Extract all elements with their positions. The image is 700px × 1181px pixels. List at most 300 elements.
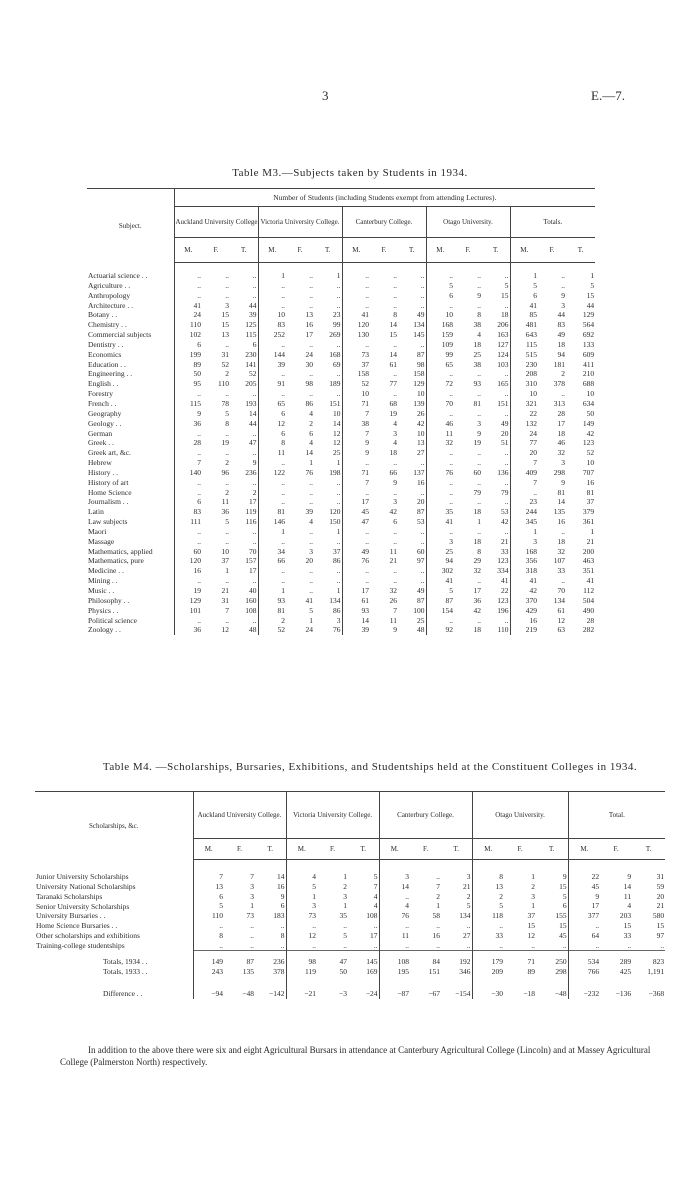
count-cell: 81 bbox=[586, 487, 595, 497]
count-cell: 14 bbox=[389, 320, 397, 330]
count-cell: 8 bbox=[477, 546, 481, 556]
count-cell: 9 bbox=[252, 458, 257, 468]
count-cell: 6 bbox=[252, 339, 257, 349]
table-row bbox=[35, 911, 665, 921]
count-cell: .. bbox=[504, 408, 509, 418]
table-row bbox=[87, 320, 595, 330]
count-cell: .. bbox=[477, 526, 481, 536]
count-cell: .. bbox=[426, 389, 454, 399]
count-cell: 28 bbox=[557, 408, 565, 418]
count-cell: 5 bbox=[193, 901, 224, 911]
count-cell: 169 bbox=[366, 967, 378, 977]
count-cell: 9 bbox=[174, 409, 202, 419]
table-row bbox=[87, 606, 595, 616]
count-cell: .. bbox=[225, 448, 229, 458]
count-cell: .. bbox=[426, 616, 454, 626]
count-cell: 3 bbox=[336, 615, 341, 625]
count-cell: .. bbox=[466, 940, 471, 950]
count-cell: 37 bbox=[586, 497, 595, 507]
count-cell: .. bbox=[343, 940, 348, 950]
count-cell: .. bbox=[420, 487, 425, 497]
table-row bbox=[87, 625, 595, 635]
count-cell: .. bbox=[309, 497, 313, 507]
count-cell: .. bbox=[660, 940, 665, 950]
count-cell: 49 bbox=[501, 418, 509, 428]
count-cell: 14 bbox=[277, 872, 285, 881]
count-cell: 81 bbox=[258, 606, 286, 616]
count-cell: 134 bbox=[413, 320, 425, 330]
count-cell: 44 bbox=[586, 300, 595, 310]
count-cell: 17 bbox=[568, 901, 600, 911]
count-cell: 1 bbox=[343, 901, 348, 911]
count-cell: 12 bbox=[258, 419, 286, 429]
count-cell: 4 bbox=[373, 901, 378, 911]
count-cell: 10 bbox=[510, 389, 538, 399]
count-cell: 130 bbox=[342, 330, 370, 340]
count-cell: −3 bbox=[339, 988, 348, 998]
count-cell: .. bbox=[252, 615, 257, 625]
table-row bbox=[35, 931, 665, 941]
count-cell: 289 bbox=[600, 951, 632, 967]
count-cell: 42 bbox=[586, 428, 595, 438]
count-cell: −48 bbox=[554, 988, 567, 998]
count-cell: 3 bbox=[379, 860, 410, 882]
count-cell: 1 bbox=[336, 526, 341, 536]
count-cell: 1 bbox=[258, 263, 286, 281]
count-cell: 41 bbox=[426, 517, 454, 527]
count-cell: .. bbox=[252, 526, 257, 536]
count-cell: −48 bbox=[242, 988, 254, 998]
count-cell: .. bbox=[252, 271, 257, 280]
count-cell: .. bbox=[561, 280, 565, 290]
count-cell: 73 bbox=[246, 911, 254, 921]
count-cell: 32 bbox=[473, 566, 481, 576]
count-cell: 61 bbox=[557, 605, 565, 615]
count-cell: 16 bbox=[277, 881, 285, 891]
count-cell: 24 bbox=[510, 429, 538, 439]
count-cell: 7 bbox=[225, 605, 229, 615]
count-cell: 17 bbox=[557, 418, 565, 428]
count-cell: 11 bbox=[221, 497, 229, 507]
count-cell: 132 bbox=[510, 419, 538, 429]
count-cell: 490 bbox=[582, 605, 595, 615]
count-cell: 3 bbox=[225, 300, 229, 310]
count-cell: .. bbox=[393, 300, 397, 310]
count-cell: 83 bbox=[557, 320, 565, 330]
count-cell: 269 bbox=[329, 330, 341, 340]
count-cell: 42 bbox=[510, 586, 538, 596]
count-cell: 250 bbox=[536, 951, 568, 967]
count-cell: 70 bbox=[557, 586, 565, 595]
count-cell: 282 bbox=[582, 625, 595, 635]
sex-column-header: F. bbox=[317, 839, 348, 860]
count-cell: 16 bbox=[432, 930, 441, 940]
count-cell: 73 bbox=[342, 350, 370, 360]
count-cell: 46 bbox=[557, 438, 565, 448]
count-cell: 16 bbox=[510, 616, 538, 626]
count-cell: 47 bbox=[342, 517, 370, 527]
count-cell: .. bbox=[426, 263, 454, 281]
count-cell: .. bbox=[193, 941, 224, 951]
count-cell: 6 bbox=[426, 291, 454, 301]
count-cell: 7 bbox=[174, 458, 202, 468]
count-cell: 11 bbox=[389, 615, 397, 625]
count-cell: 115 bbox=[245, 330, 257, 340]
count-cell: 41 bbox=[586, 576, 595, 586]
count-cell: 2 bbox=[436, 891, 441, 901]
count-cell: 135 bbox=[553, 507, 565, 517]
count-cell: 45 bbox=[342, 507, 370, 517]
count-cell: 24 bbox=[174, 310, 202, 320]
sex-column-header: T. bbox=[632, 839, 665, 860]
count-cell: .. bbox=[477, 369, 481, 379]
count-cell: .. bbox=[309, 576, 313, 586]
count-cell: 110 bbox=[218, 379, 229, 389]
count-cell: 5 bbox=[510, 281, 538, 291]
table-m3 bbox=[87, 188, 595, 635]
count-cell: 99 bbox=[426, 350, 454, 360]
count-cell: .. bbox=[562, 940, 567, 950]
count-cell: 9 bbox=[477, 290, 481, 300]
college-header: Victoria University College. bbox=[286, 792, 379, 839]
count-cell: 110 bbox=[497, 625, 509, 635]
count-cell: −30 bbox=[472, 977, 504, 999]
table-m4-title: Table M4. —Scholarships, Bursaries, Exhibitions, and Studentships held at the Constituent Colleges in 1934. bbox=[102, 761, 638, 773]
table-row bbox=[87, 429, 595, 439]
count-cell: 4 bbox=[477, 330, 481, 340]
count-cell: .. bbox=[174, 448, 202, 458]
count-cell: 97 bbox=[656, 930, 665, 940]
count-cell: 151 bbox=[497, 398, 509, 408]
table-m3-title: Table M3.—Subjects taken by Students in 1934. bbox=[232, 167, 468, 179]
count-cell: .. bbox=[477, 408, 481, 418]
count-cell: 76 bbox=[426, 468, 454, 478]
count-cell: .. bbox=[309, 526, 313, 536]
count-cell: 149 bbox=[193, 951, 224, 967]
count-cell: 5 bbox=[309, 605, 313, 615]
sex-column-header: T. bbox=[536, 839, 568, 860]
count-cell: .. bbox=[258, 497, 286, 507]
count-cell: .. bbox=[250, 940, 254, 950]
count-cell: 25 bbox=[417, 615, 425, 625]
count-cell: 149 bbox=[582, 418, 595, 428]
count-cell: 3 bbox=[426, 537, 454, 547]
count-cell: 44 bbox=[557, 310, 565, 320]
count-cell: 83 bbox=[258, 320, 286, 330]
table-row bbox=[87, 547, 595, 557]
count-cell: 98 bbox=[286, 951, 317, 967]
count-cell: 37 bbox=[333, 546, 341, 556]
count-cell: 10 bbox=[426, 310, 454, 320]
subject-name: Chemistry . . bbox=[88, 320, 127, 330]
count-cell: 5 bbox=[426, 586, 454, 596]
count-cell: 47 bbox=[249, 438, 257, 448]
count-cell: 7 bbox=[393, 605, 397, 615]
subject-name: French . . bbox=[88, 398, 117, 408]
scholarship-name: University National Scholarships bbox=[36, 881, 136, 891]
count-cell: 98 bbox=[305, 379, 313, 389]
count-cell: 102 bbox=[174, 330, 202, 340]
count-cell: 16 bbox=[417, 477, 425, 487]
count-cell: 76 bbox=[333, 625, 341, 635]
table-row bbox=[87, 330, 595, 340]
count-cell: 210 bbox=[582, 369, 595, 379]
count-cell: 37 bbox=[221, 556, 229, 566]
count-cell: 181 bbox=[553, 359, 565, 369]
count-cell: 11 bbox=[426, 429, 454, 439]
count-cell: .. bbox=[477, 280, 481, 290]
count-cell: .. bbox=[252, 389, 257, 399]
count-cell: .. bbox=[336, 369, 341, 379]
count-cell: 183 bbox=[273, 911, 285, 921]
count-cell: −67 bbox=[428, 988, 441, 998]
table-row bbox=[35, 921, 665, 931]
count-cell: 91 bbox=[258, 379, 286, 389]
subject-name: Actuarial science . . bbox=[88, 270, 148, 280]
count-cell: 4 bbox=[379, 901, 410, 911]
count-cell: 8 bbox=[472, 860, 504, 882]
count-cell: 707 bbox=[582, 467, 595, 477]
count-cell: 157 bbox=[245, 556, 257, 566]
count-cell: .. bbox=[252, 448, 257, 458]
count-cell: 145 bbox=[348, 951, 379, 967]
count-cell: 134 bbox=[329, 595, 341, 605]
subject-name: Mathematics, pure bbox=[88, 556, 144, 566]
sex-column-header: T. bbox=[348, 839, 379, 860]
count-cell: 41 bbox=[174, 301, 202, 311]
count-cell: 198 bbox=[329, 467, 341, 477]
count-cell: 120 bbox=[174, 556, 202, 566]
count-cell: 15 bbox=[221, 320, 229, 330]
count-cell: .. bbox=[504, 448, 509, 458]
count-cell: .. bbox=[336, 497, 341, 507]
table-row bbox=[87, 399, 595, 409]
count-cell: 25 bbox=[333, 448, 341, 458]
count-cell: 192 bbox=[441, 951, 472, 967]
count-cell: 2 bbox=[531, 881, 536, 891]
table-row bbox=[87, 310, 595, 320]
count-cell: 129 bbox=[413, 379, 425, 389]
totals-row bbox=[35, 967, 665, 977]
count-cell: .. bbox=[627, 940, 632, 950]
count-cell: .. bbox=[286, 921, 317, 931]
subject-name: Maori bbox=[88, 526, 107, 536]
count-cell: .. bbox=[393, 339, 397, 349]
count-cell: 52 bbox=[221, 359, 229, 369]
table-m4 bbox=[35, 791, 665, 999]
table-row bbox=[87, 350, 595, 360]
table-row bbox=[87, 379, 595, 389]
count-cell: .. bbox=[336, 280, 341, 290]
count-cell: 298 bbox=[553, 467, 565, 477]
count-cell: 5 bbox=[562, 891, 567, 901]
count-cell: .. bbox=[252, 576, 257, 586]
subject-name: Mining . . bbox=[88, 576, 118, 586]
count-cell: .. bbox=[342, 301, 370, 311]
count-cell: .. bbox=[420, 566, 425, 576]
count-cell: .. bbox=[174, 527, 202, 537]
count-cell: 6 bbox=[193, 892, 224, 902]
count-cell: 42 bbox=[417, 418, 425, 428]
count-cell: 356 bbox=[510, 556, 538, 566]
count-cell: 46 bbox=[426, 419, 454, 429]
count-cell: 3 bbox=[466, 872, 471, 881]
count-cell: 52 bbox=[586, 448, 595, 458]
count-cell: 36 bbox=[221, 507, 229, 517]
count-cell: .. bbox=[393, 458, 397, 468]
count-cell: −232 bbox=[568, 977, 600, 999]
count-cell: 4 bbox=[309, 438, 313, 448]
count-cell: .. bbox=[174, 616, 202, 626]
subject-name: Physics . . bbox=[88, 605, 119, 615]
count-cell: 18 bbox=[473, 625, 481, 635]
sex-column-header: F. bbox=[504, 839, 536, 860]
count-cell: 321 bbox=[510, 399, 538, 409]
subject-name: Mathematics, applied bbox=[88, 546, 153, 556]
count-cell: .. bbox=[225, 477, 229, 487]
count-cell: .. bbox=[309, 586, 313, 595]
count-cell: .. bbox=[426, 488, 454, 498]
count-cell: .. bbox=[477, 389, 481, 399]
count-cell: .. bbox=[258, 537, 286, 547]
count-cell: 1 bbox=[510, 263, 538, 281]
count-cell: 9 bbox=[342, 438, 370, 448]
count-cell: 24 bbox=[305, 349, 313, 359]
count-cell: 1 bbox=[531, 872, 536, 881]
sex-column-header: F. bbox=[538, 238, 566, 263]
count-cell: 21 bbox=[463, 881, 471, 891]
count-cell: 120 bbox=[329, 507, 341, 517]
count-cell: 298 bbox=[555, 967, 567, 977]
count-cell: 21 bbox=[221, 586, 229, 595]
count-cell: 108 bbox=[245, 605, 257, 615]
count-cell: .. bbox=[426, 409, 454, 419]
count-cell: .. bbox=[250, 930, 254, 940]
subject-name: Philosophy . . bbox=[88, 595, 130, 605]
count-cell: 13 bbox=[221, 330, 229, 340]
count-cell: 19 bbox=[174, 586, 202, 596]
subject-name: Political science bbox=[88, 615, 137, 625]
scholarship-name: Difference . . bbox=[103, 989, 143, 999]
count-cell: 13 bbox=[472, 882, 504, 892]
count-cell: .. bbox=[379, 941, 410, 951]
table-row bbox=[87, 340, 595, 350]
count-cell: 58 bbox=[432, 911, 441, 921]
count-cell: .. bbox=[336, 477, 341, 487]
table-row bbox=[87, 369, 595, 379]
count-cell: 154 bbox=[426, 606, 454, 616]
count-cell: 14 bbox=[389, 349, 397, 359]
count-cell: 36 bbox=[174, 625, 202, 635]
college-header: Totals. bbox=[510, 207, 595, 238]
count-cell: 16 bbox=[557, 517, 565, 527]
count-cell: 5 bbox=[590, 280, 595, 290]
count-cell: 1 bbox=[336, 271, 341, 280]
table-row bbox=[35, 860, 665, 882]
count-cell: 17 bbox=[249, 497, 257, 507]
count-cell: 32 bbox=[557, 546, 565, 556]
count-cell: .. bbox=[174, 263, 202, 281]
count-cell: 2 bbox=[343, 881, 348, 891]
count-cell: .. bbox=[252, 477, 257, 487]
count-cell: −18 bbox=[523, 988, 536, 998]
count-cell: 141 bbox=[245, 359, 257, 369]
count-cell: 49 bbox=[417, 586, 425, 595]
count-cell: 6 bbox=[174, 497, 202, 507]
count-cell: 168 bbox=[510, 547, 538, 557]
count-cell: 77 bbox=[510, 438, 538, 448]
count-cell: .. bbox=[342, 340, 370, 350]
count-cell: 31 bbox=[656, 872, 665, 881]
table-row bbox=[87, 389, 595, 399]
count-cell: 17 bbox=[370, 930, 378, 940]
count-cell: 151 bbox=[428, 967, 441, 977]
college-header: Canterbury College. bbox=[342, 207, 426, 238]
count-cell: 79 bbox=[473, 487, 481, 497]
count-cell: 12 bbox=[527, 930, 536, 940]
count-cell: 41 bbox=[510, 301, 538, 311]
count-cell: 823 bbox=[632, 951, 665, 967]
count-cell: 100 bbox=[413, 605, 425, 615]
count-cell: 22 bbox=[501, 586, 509, 595]
count-cell: 1 bbox=[309, 458, 313, 468]
count-cell: 31 bbox=[221, 595, 229, 605]
count-cell: 95 bbox=[174, 379, 202, 389]
count-cell: .. bbox=[174, 488, 202, 498]
count-cell: .. bbox=[426, 497, 454, 507]
count-cell: 3 bbox=[531, 891, 536, 901]
count-cell: 20 bbox=[305, 556, 313, 566]
count-cell: .. bbox=[250, 920, 254, 930]
count-cell: 3 bbox=[393, 428, 397, 438]
count-cell: 47 bbox=[317, 951, 348, 967]
count-cell: 60 bbox=[174, 547, 202, 557]
count-cell: 203 bbox=[619, 911, 632, 921]
count-cell: 6 bbox=[258, 409, 286, 419]
count-cell: 32 bbox=[426, 438, 454, 448]
count-cell: 4 bbox=[393, 438, 397, 448]
count-cell: 1 bbox=[531, 901, 536, 911]
count-cell: 17 bbox=[305, 330, 313, 340]
count-cell: 103 bbox=[497, 359, 509, 369]
count-cell: 94 bbox=[426, 556, 454, 566]
subject-name: Music . . bbox=[88, 586, 115, 595]
count-cell: 1 bbox=[436, 901, 441, 911]
count-cell: 4 bbox=[309, 408, 313, 418]
count-cell: .. bbox=[373, 940, 378, 950]
count-cell: 16 bbox=[174, 566, 202, 576]
count-cell: 3 bbox=[477, 418, 481, 428]
count-cell: 9 bbox=[280, 891, 285, 901]
count-cell: 76 bbox=[379, 911, 410, 921]
sex-column-header: T. bbox=[255, 839, 286, 860]
sex-column-header: F. bbox=[286, 238, 314, 263]
count-cell: 7 bbox=[342, 478, 370, 488]
count-cell: 72 bbox=[426, 379, 454, 389]
count-cell: 28 bbox=[586, 615, 595, 625]
count-cell: 144 bbox=[258, 350, 286, 360]
sex-column-header: T. bbox=[441, 839, 472, 860]
count-cell: 41 bbox=[426, 576, 454, 586]
count-cell: 41 bbox=[342, 310, 370, 320]
scholarship-name: Training-college studentships bbox=[36, 940, 125, 950]
count-cell: 206 bbox=[497, 320, 509, 330]
count-cell: 379 bbox=[582, 507, 595, 517]
count-cell: 5 bbox=[504, 280, 509, 290]
count-cell: .. bbox=[225, 339, 229, 349]
count-cell: .. bbox=[309, 300, 313, 310]
count-cell: 111 bbox=[174, 517, 202, 527]
